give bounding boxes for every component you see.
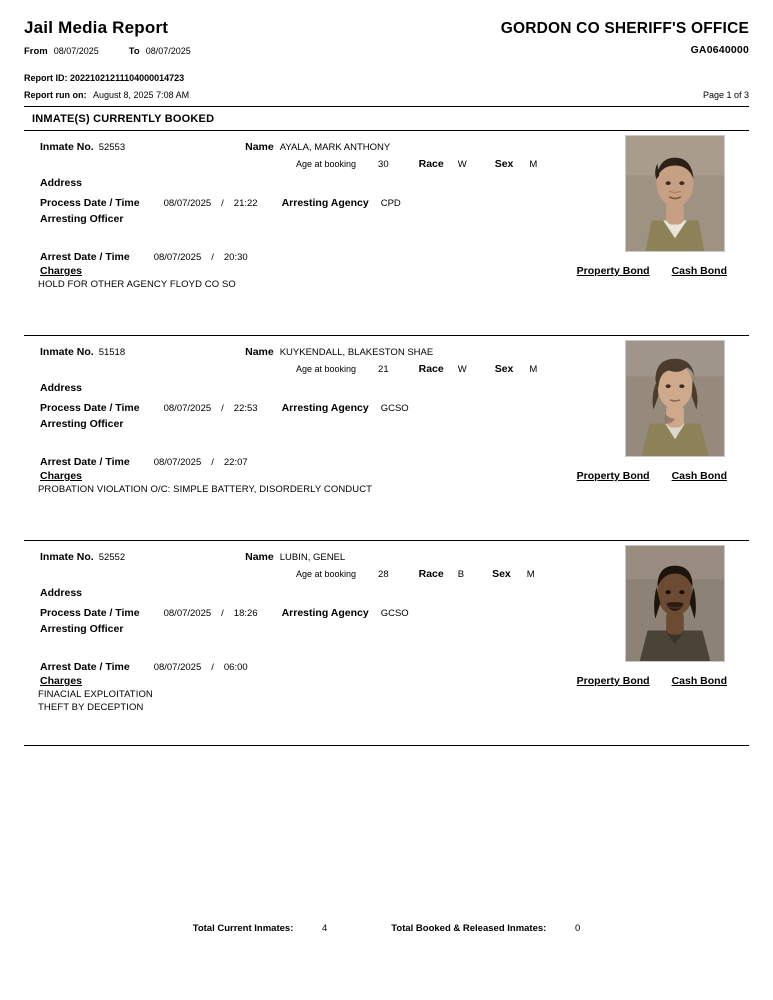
age-label: Age at booking (296, 364, 357, 374)
arrest-row (24, 251, 749, 263)
arrest-date-value: 08/07/2025 (153, 252, 202, 263)
arrest-row (24, 456, 749, 468)
arrest-slash: / (211, 662, 214, 673)
report-header (24, 12, 749, 57)
race-value: B (457, 569, 465, 580)
charge-item: PROBATION VIOLATION O/C: SIMPLE BATTERY, DISORDERLY CONDUCT (38, 484, 373, 495)
sex-value: M (529, 159, 538, 170)
page-title: Jail Media Report (24, 18, 169, 37)
total-booked-released-label: Total Booked & Released Inmates: (391, 923, 547, 934)
total-booked-released (391, 923, 580, 934)
inmate-record (24, 541, 749, 746)
age-value: 30 (378, 159, 389, 170)
charges-label: Charges (40, 470, 83, 482)
process-slash: / (221, 608, 224, 619)
inmate-record (24, 336, 749, 541)
run-on-value: August 8, 2025 7:08 AM (93, 90, 190, 100)
report-run-on (24, 90, 189, 100)
arrest-time-value: 20:30 (223, 252, 248, 263)
race-label: Race (418, 568, 444, 580)
arresting-agency-label: Arresting Agency (281, 607, 369, 619)
arrest-row (24, 661, 749, 673)
cash-bond-label: Cash Bond (671, 265, 727, 277)
mugshot-photo (625, 340, 725, 457)
arresting-officer-label: Arresting Officer (40, 623, 124, 635)
to-value: 08/07/2025 (145, 46, 191, 56)
age-label: Age at booking (296, 569, 357, 579)
sex-label: Sex (494, 158, 514, 170)
arresting-officer-label: Arresting Officer (40, 418, 124, 430)
age-label: Age at booking (296, 159, 357, 169)
from-value: 08/07/2025 (53, 46, 99, 56)
charges-label: Charges (40, 265, 83, 277)
report-run-row (24, 90, 749, 100)
charges-row (24, 470, 749, 482)
total-current-inmates-value: 4 (322, 923, 328, 934)
process-slash: / (221, 403, 224, 414)
process-date-value: 08/07/2025 (163, 198, 212, 209)
arresting-agency-label: Arresting Agency (281, 197, 369, 209)
process-date-value: 08/07/2025 (163, 403, 212, 414)
charges-label: Charges (40, 675, 83, 687)
charges-row (24, 265, 749, 277)
mugshot-photo (625, 135, 725, 252)
arrest-date-time-label: Arrest Date / Time (40, 456, 130, 468)
arrest-slash: / (211, 252, 214, 263)
inmate-record (24, 131, 749, 336)
report-id-value: 20221021211104000014723 (70, 73, 185, 83)
inmate-no-value: 51518 (98, 347, 126, 358)
header-left (24, 18, 191, 57)
process-time-value: 18:26 (233, 608, 258, 619)
total-booked-released-value: 0 (574, 923, 581, 934)
arrest-date-value: 08/07/2025 (153, 457, 202, 468)
agency-name: GORDON CO SHERIFF'S OFFICE (500, 20, 749, 37)
report-totals (0, 923, 773, 934)
process-date-time-label: Process Date / Time (40, 402, 140, 414)
arresting-agency-value: GCSO (380, 608, 409, 619)
bond-labels (577, 675, 749, 687)
report-date-range (24, 46, 191, 57)
sex-label: Sex (494, 363, 514, 375)
arrest-date-time-label: Arrest Date / Time (40, 251, 130, 263)
sex-value: M (529, 364, 538, 375)
property-bond-label: Property Bond (576, 265, 650, 277)
name-label: Name (245, 551, 274, 563)
bond-labels (577, 265, 749, 277)
name-label: Name (245, 141, 274, 153)
arrest-time-value: 06:00 (223, 662, 248, 673)
charges-row (24, 675, 749, 687)
charge-item: HOLD FOR OTHER AGENCY FLOYD CO SO (38, 279, 236, 290)
process-time-value: 22:53 (233, 403, 258, 414)
agency-code: GA0640000 (690, 44, 749, 56)
race-value: W (457, 159, 467, 170)
sex-label: Sex (492, 568, 511, 580)
bond-labels (577, 470, 749, 482)
property-bond-label: Property Bond (576, 675, 650, 687)
arrest-slash: / (211, 457, 214, 468)
race-label: Race (418, 158, 444, 170)
inmate-no-value: 52553 (98, 142, 126, 153)
total-current-inmates (193, 923, 328, 934)
property-bond-label: Property Bond (576, 470, 650, 482)
report-id-label: Report ID: (24, 73, 68, 83)
cash-bond-label: Cash Bond (671, 470, 727, 482)
process-date-time-label: Process Date / Time (40, 607, 140, 619)
address-label: Address (40, 382, 83, 394)
arresting-agency-label: Arresting Agency (281, 402, 369, 414)
page-number: Page 1 of 3 (702, 90, 749, 100)
name-value: KUYKENDALL, BLAKESTON SHAE (279, 347, 434, 358)
age-value: 28 (378, 569, 389, 580)
inmate-no-label: Inmate No. (40, 551, 94, 563)
race-value: W (457, 364, 467, 375)
section-title: INMATE(S) CURRENTLY BOOKED (32, 113, 215, 125)
age-value: 21 (378, 364, 389, 375)
to-label: To (128, 46, 140, 57)
report-id-row (24, 73, 749, 83)
cash-bond-label: Cash Bond (671, 675, 727, 687)
inmate-no-label: Inmate No. (40, 141, 94, 153)
charge-item: THEFT BY DECEPTION (38, 702, 144, 713)
address-label: Address (40, 587, 83, 599)
name-value: LUBIN, GENEL (279, 552, 346, 563)
from-label: From (24, 46, 48, 57)
charge-item: FINACIAL EXPLOITATION (38, 689, 153, 700)
process-slash: / (221, 198, 224, 209)
arrest-time-value: 22:07 (223, 457, 248, 468)
name-value: AYALA, MARK ANTHONY (279, 142, 391, 153)
address-label: Address (40, 177, 83, 189)
arresting-agency-value: GCSO (380, 403, 409, 414)
process-date-time-label: Process Date / Time (40, 197, 140, 209)
race-label: Race (418, 363, 444, 375)
process-date-value: 08/07/2025 (163, 608, 212, 619)
run-on-label: Report run on: (24, 90, 87, 100)
arresting-officer-label: Arresting Officer (40, 213, 124, 225)
inmate-no-value: 52552 (98, 552, 126, 563)
name-label: Name (245, 346, 274, 358)
arrest-date-value: 08/07/2025 (153, 662, 202, 673)
total-current-inmates-label: Total Current Inmates: (192, 923, 294, 934)
process-time-value: 21:22 (233, 198, 258, 209)
sex-value: M (526, 569, 535, 580)
mugshot-photo (625, 545, 725, 662)
header-right (501, 18, 749, 56)
inmate-no-label: Inmate No. (40, 346, 94, 358)
arrest-date-time-label: Arrest Date / Time (40, 661, 130, 673)
arresting-agency-value: CPD (380, 198, 401, 209)
